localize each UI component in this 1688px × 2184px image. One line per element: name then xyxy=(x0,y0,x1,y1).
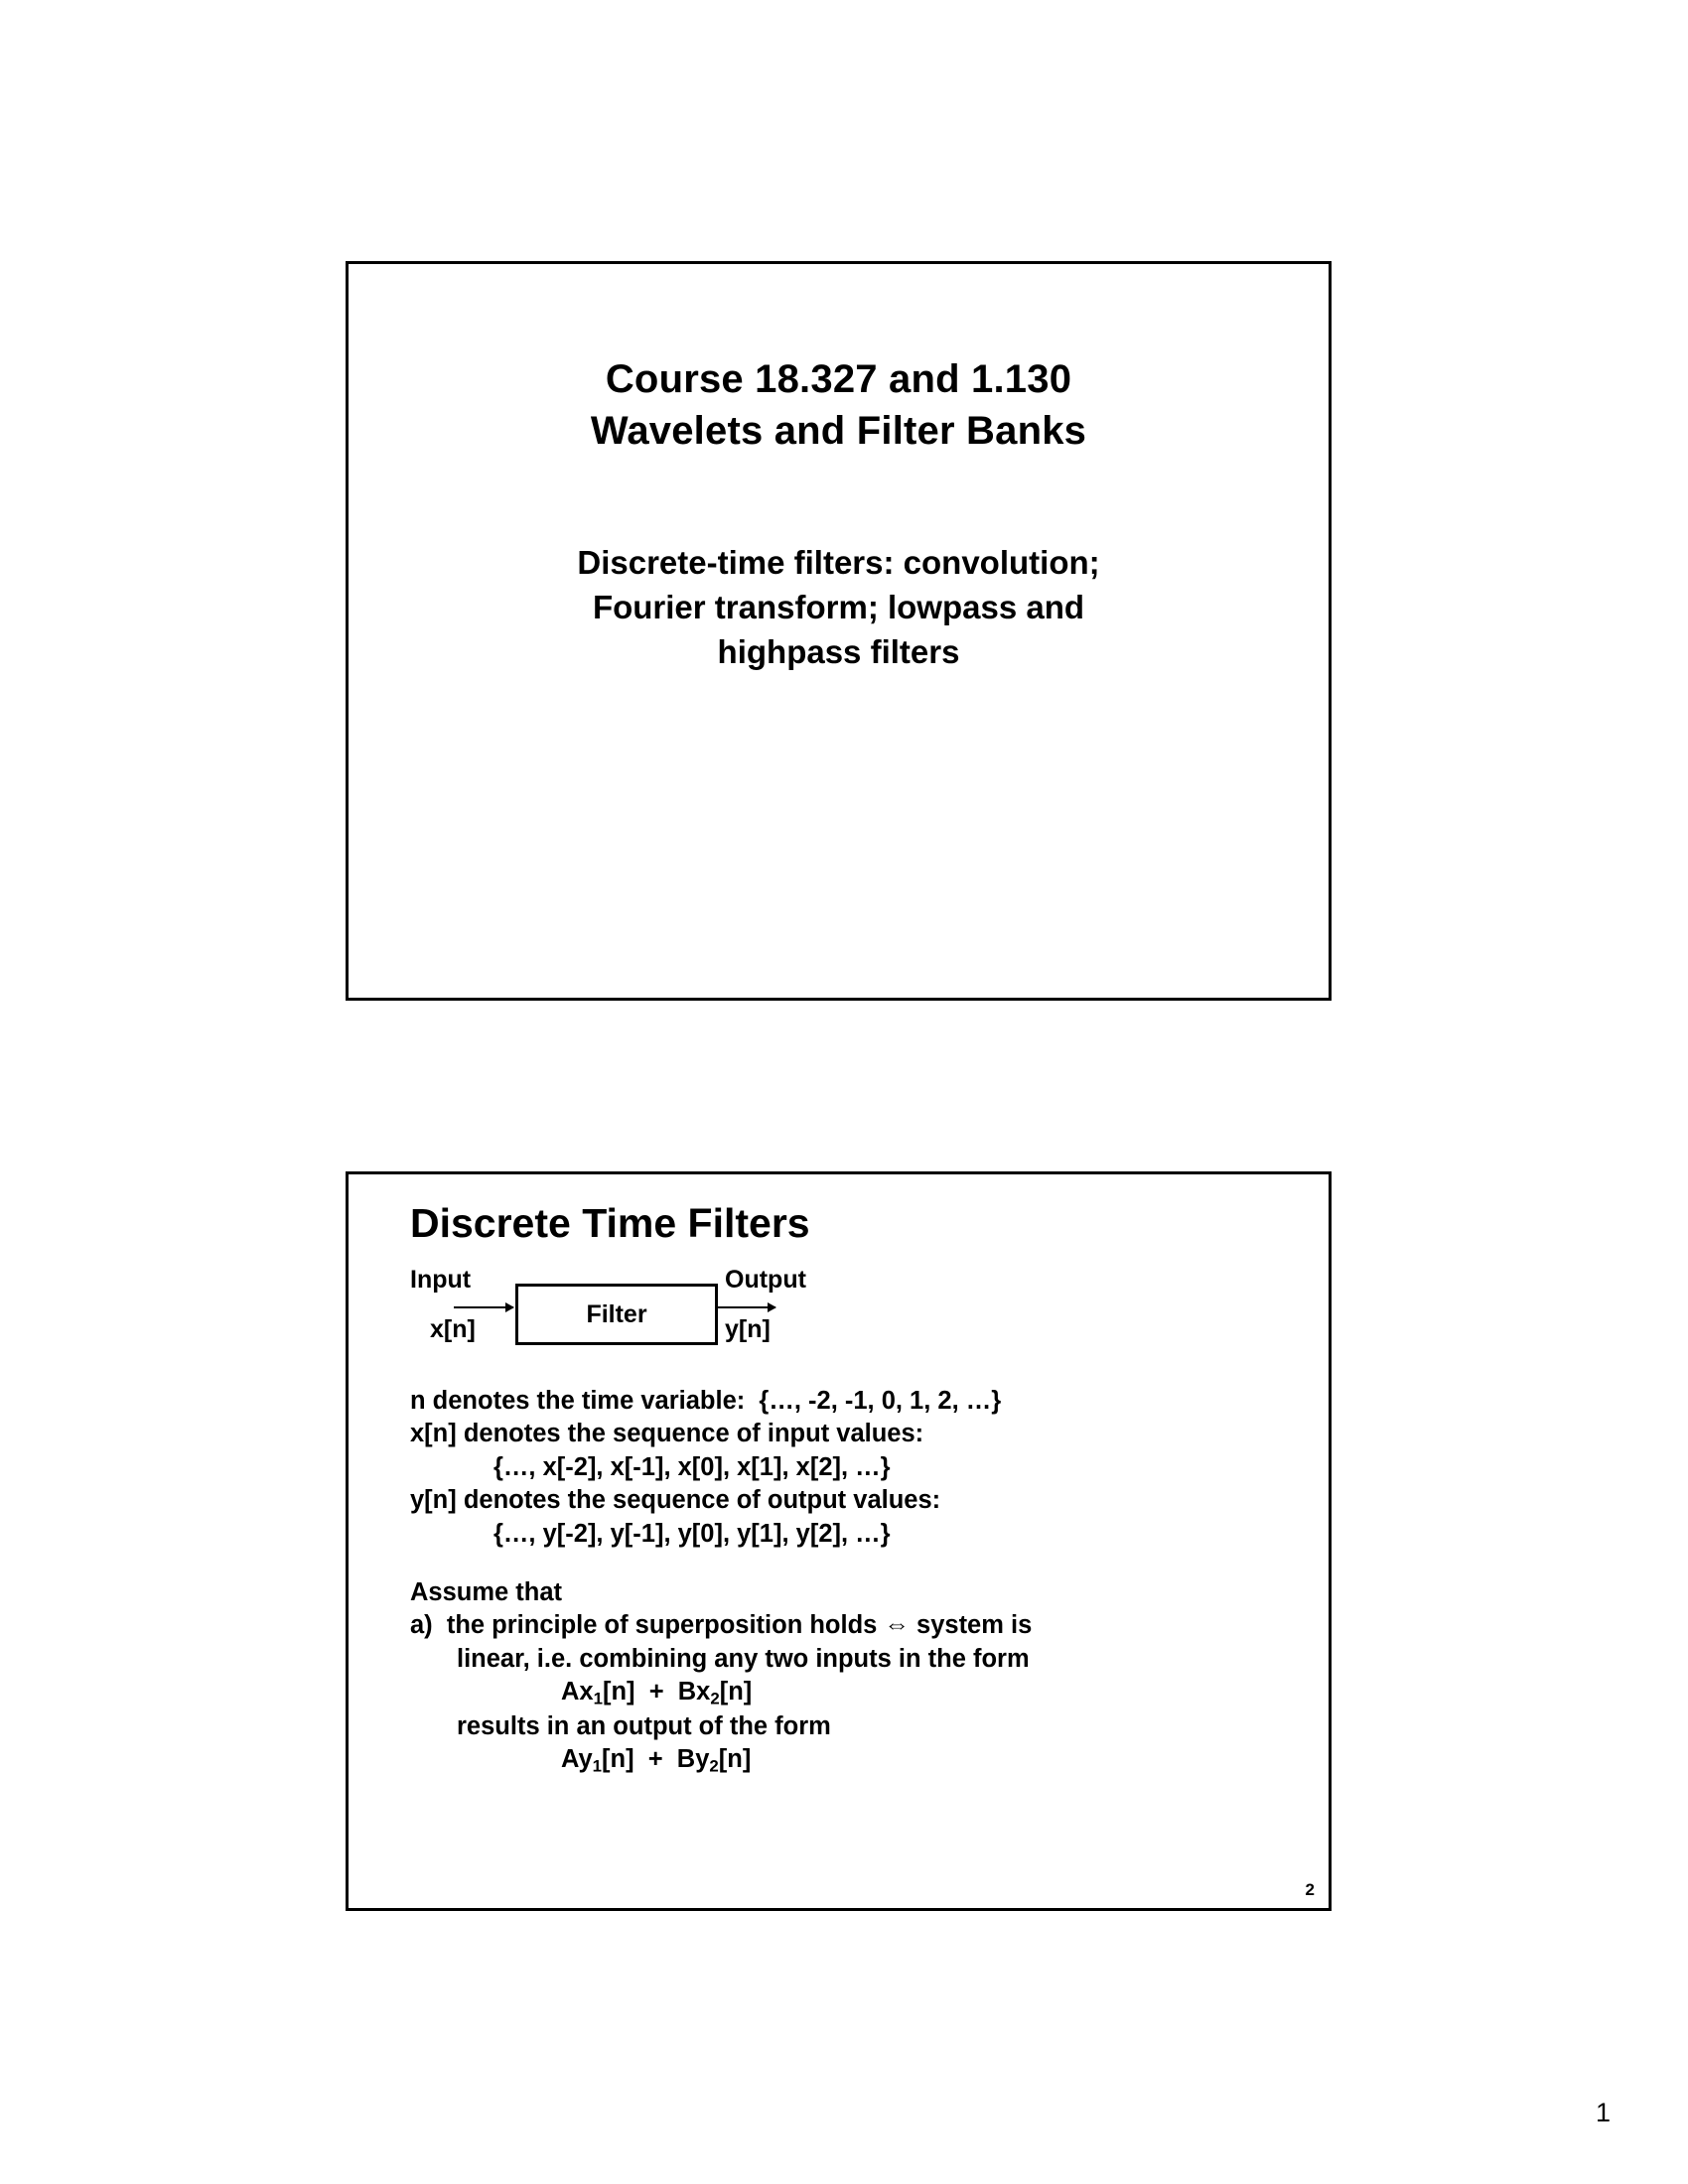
slide-2-title: Discrete Time Filters xyxy=(410,1200,810,1246)
formula-output-a: Ay xyxy=(561,1744,593,1773)
formula-input-mid: [n] + Bx xyxy=(602,1678,711,1706)
body-line: linear, i.e. combining any two inputs in the form xyxy=(457,1644,1030,1673)
body-line: results in an output of the form xyxy=(457,1711,831,1740)
filter-block xyxy=(515,1284,718,1345)
slide-2 xyxy=(346,1171,1332,1911)
input-arrow-icon xyxy=(454,1306,513,1308)
formula-output-sub-1: 1 xyxy=(592,1756,603,1776)
filter-block-label: Filter xyxy=(586,1299,647,1328)
formula-input-sub-2: 2 xyxy=(710,1689,720,1708)
slide-1-subtitle xyxy=(349,540,1329,675)
formula-output xyxy=(410,1743,1284,1777)
body-line: Assume that xyxy=(410,1577,563,1606)
slide-1-title-line-2: Wavelets and Filter Banks xyxy=(590,409,1087,453)
slide-2-body xyxy=(410,1385,1284,1777)
slide-1-subtitle-line-1: Discrete-time filters: convolution; xyxy=(577,544,1100,581)
formula-input-sub-1: 1 xyxy=(593,1689,603,1708)
formula-output-mid: [n] + By xyxy=(602,1744,710,1773)
body-line: x[n] denotes the sequence of input values: xyxy=(410,1420,924,1448)
body-line: y[n] denotes the sequence of output values: xyxy=(410,1486,941,1515)
slide-1-subtitle-line-2: Fourier transform; lowpass and xyxy=(592,589,1085,626)
diagram-output-label: Output xyxy=(725,1266,806,1294)
diagram-input-signal-label: x[n] xyxy=(430,1315,476,1343)
body-line: a) the principle of superposition holds ⇔ system is xyxy=(410,1611,1033,1640)
slide-1-title xyxy=(349,353,1329,457)
formula-output-sub-2: 2 xyxy=(709,1756,719,1776)
body-line: {…, x[-2], x[-1], x[0], x[1], x[2], …} xyxy=(493,1452,891,1481)
slide-1 xyxy=(346,261,1332,1001)
spacer xyxy=(410,1551,1284,1576)
output-arrow-icon xyxy=(718,1306,775,1308)
formula-input-end: [n] xyxy=(719,1678,753,1706)
diagram-output-signal-label: y[n] xyxy=(725,1315,771,1343)
slide-1-subtitle-line-3: highpass filters xyxy=(717,633,960,671)
diagram-input-label: Input xyxy=(410,1266,472,1294)
page-number: 1 xyxy=(1595,2098,1611,2127)
body-line: {…, y[-2], y[-1], y[0], y[1], y[2], …} xyxy=(493,1519,891,1548)
slide-1-title-line-1: Course 18.327 and 1.130 xyxy=(605,357,1072,401)
slide-number: 2 xyxy=(1305,1880,1315,1899)
formula-output-end: [n] xyxy=(718,1744,752,1773)
formula-input-a: Ax xyxy=(561,1678,594,1706)
body-line: n denotes the time variable: {…, -2, -1, 0, 1, 2, …} xyxy=(410,1387,1002,1415)
filter-block-diagram xyxy=(410,1266,877,1363)
formula-input xyxy=(410,1676,1284,1709)
